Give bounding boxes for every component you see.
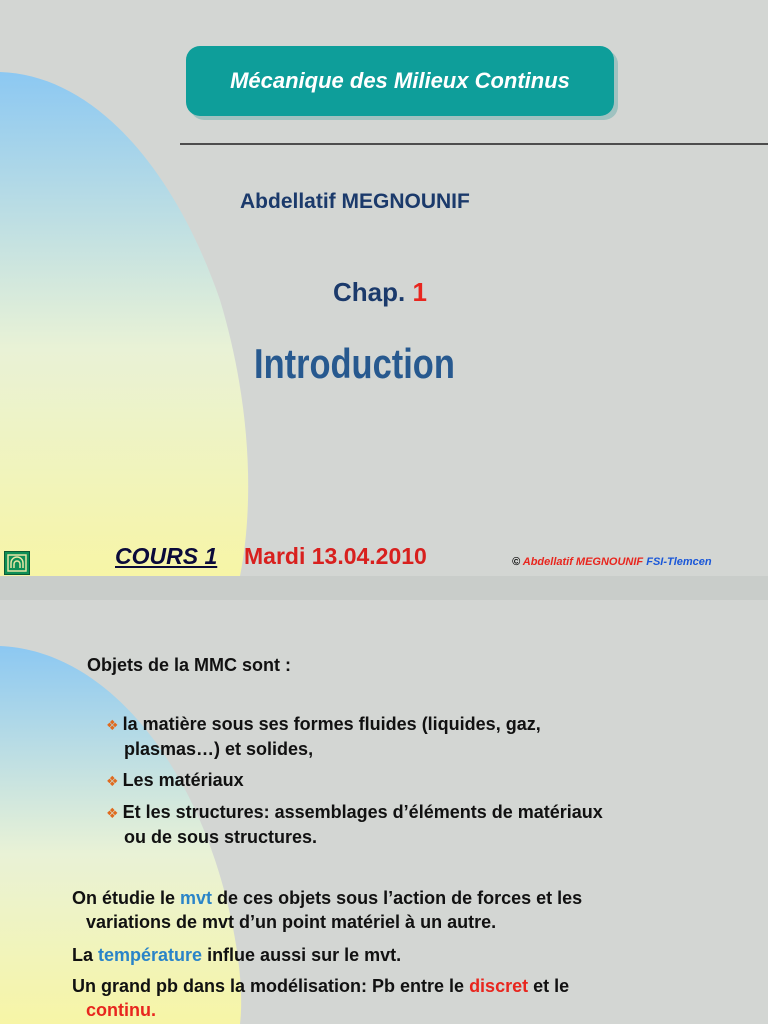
course-label: COURS 1 <box>115 543 218 569</box>
copyright-notice <box>512 556 712 568</box>
paragraph-motion <box>72 886 752 934</box>
copyright-symbol: © <box>512 556 521 568</box>
diamond-bullet-icon: ❖ <box>106 717 119 733</box>
chapter-label <box>333 277 427 308</box>
text-run: variations de mvt d’un point matériel à un autre. <box>86 912 497 932</box>
highlight-temperature: température <box>98 945 203 965</box>
bullet-text-continued: ou de sous structures. <box>124 827 318 847</box>
copyright-author: Abdellatif MEGNOUNIF <box>522 556 644 568</box>
title-banner <box>186 46 614 116</box>
bullet-text: la matière sous ses formes fluides (liquides, gaz, <box>122 714 541 734</box>
highlight-mvt: mvt <box>180 888 213 908</box>
list-item <box>106 712 746 761</box>
diamond-bullet-icon: ❖ <box>106 805 119 821</box>
course-date: Mardi 13.04.2010 <box>244 543 427 569</box>
copyright-institution: FSI-Tlemcen <box>646 556 712 568</box>
presentation-title: Mécanique des Milieux Continus <box>230 68 570 93</box>
paragraph-temperature <box>72 943 752 967</box>
divider-line <box>180 143 768 145</box>
list-item <box>106 800 746 849</box>
slide-content <box>0 600 768 1024</box>
bullet-text-continued: plasmas…) et solides, <box>124 739 314 759</box>
text-run: de ces objets sous l’action de forces et les <box>212 888 583 908</box>
chapter-number: 1 <box>412 277 427 307</box>
diamond-bullet-icon: ❖ <box>106 773 119 789</box>
institution-logo-icon <box>4 551 30 575</box>
list-item <box>106 768 746 793</box>
text-run: La <box>72 945 99 965</box>
highlight-continu: continu <box>86 1000 151 1020</box>
text-run: On étudie le <box>72 888 181 908</box>
paragraph-modelling <box>72 974 752 1022</box>
text-run: Un grand pb dans la modélisation: Pb entre le <box>72 976 470 996</box>
bullet-text: Les matériaux <box>122 770 244 790</box>
text-run: . <box>151 1000 157 1020</box>
objects-heading: Objets de la MMC sont : <box>87 655 292 675</box>
bullet-text: Et les structures: assemblages d’éléments de matériaux <box>122 802 603 822</box>
author-name: Abdellatif MEGNOUNIF <box>240 190 470 213</box>
chapter-heading: Introduction <box>254 340 455 387</box>
chapter-prefix: Chap. <box>333 277 406 307</box>
text-run: et le <box>528 976 570 996</box>
text-run: influe aussi sur le mvt. <box>202 945 402 965</box>
highlight-discret: discret <box>469 976 529 996</box>
